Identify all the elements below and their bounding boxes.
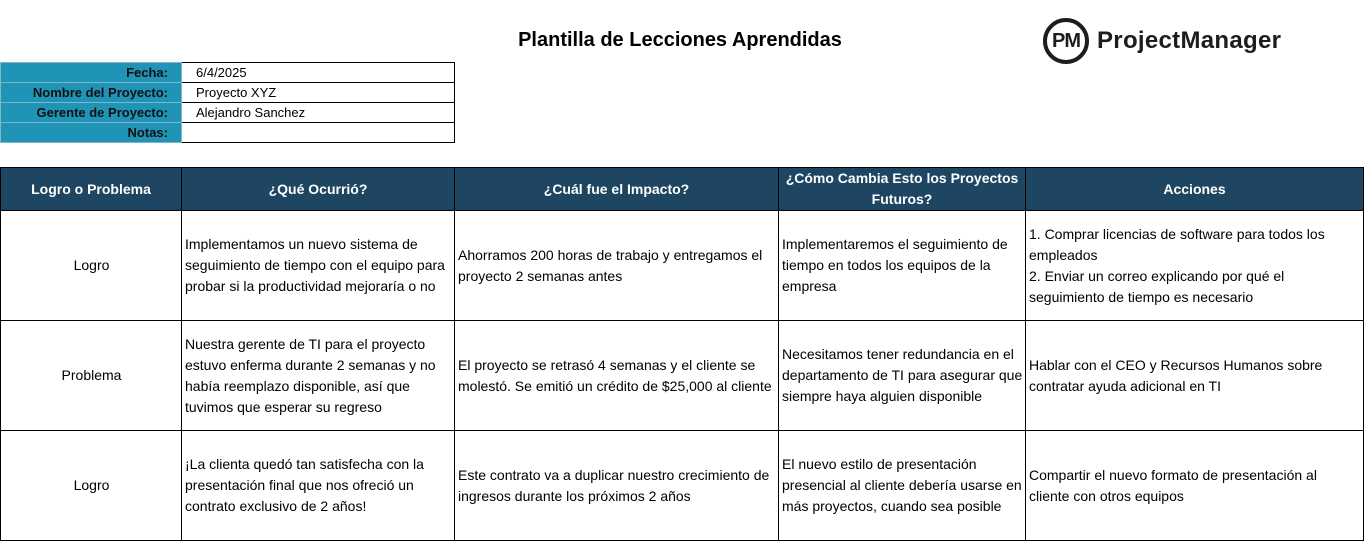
type-cell[interactable]: Logro <box>1 431 182 541</box>
project-name-label: Nombre del Proyecto: <box>1 83 182 103</box>
notes-cell[interactable] <box>182 123 455 143</box>
info-row-date <box>1 63 455 83</box>
page-title: Plantilla de Lecciones Aprendidas <box>518 29 842 51</box>
header-what-happened: ¿Qué Ocurrió? <box>182 168 455 211</box>
type-cell[interactable]: Problema <box>1 321 182 431</box>
logo-name: ProjectManager <box>1097 27 1282 54</box>
action-item: Hablar con el CEO y Recursos Humanos sobre contratar ayuda adicional en TI <box>1029 356 1323 394</box>
header-row <box>1 168 1364 211</box>
actions-cell[interactable] <box>1026 321 1364 431</box>
action-item: 1. Comprar licencias de software para todos los empleados <box>1029 225 1325 263</box>
projectmanager-logo <box>1043 14 1281 68</box>
project-name-cell[interactable]: Proyecto XYZ <box>182 83 455 103</box>
lessons-table <box>0 167 1364 541</box>
notes-label: Notas: <box>1 123 182 143</box>
table-row <box>1 321 1364 431</box>
action-item: Compartir el nuevo formato de presentación al cliente con otros equipos <box>1029 466 1317 504</box>
info-row-project <box>1 83 455 103</box>
project-manager-cell[interactable]: Alejandro Sanchez <box>182 103 455 123</box>
impact-cell[interactable]: El proyecto se retrasó 4 semanas y el cliente se molestó. Se emitió un crédito de $25,000 al cliente <box>455 321 779 431</box>
header-future-change: ¿Cómo Cambia Esto los Proyectos Futuros? <box>779 168 1026 211</box>
actions-cell[interactable] <box>1026 431 1364 541</box>
date-cell[interactable]: 6/4/2025 <box>182 63 455 83</box>
what-happened-cell[interactable]: Nuestra gerente de TI para el proyecto estuvo enferma durante 2 semanas y no había reemplazo disponible, así que tuvimos que esperar su regreso <box>182 321 455 431</box>
future-change-cell[interactable]: Necesitamos tener redundancia en el departamento de TI para asegurar que siempre haya alguien disponible <box>779 321 1026 431</box>
what-happened-cell[interactable]: Implementamos un nuevo sistema de seguimiento de tiempo con el equipo para probar si la productividad mejoraría o no <box>182 211 455 321</box>
date-label: Fecha: <box>1 63 182 83</box>
future-change-cell[interactable]: El nuevo estilo de presentación presencial al cliente debería usarse en más proyectos, cuando sea posible <box>779 431 1026 541</box>
pm-logo-icon: PM <box>1043 18 1089 64</box>
what-happened-cell[interactable]: ¡La clienta quedó tan satisfecha con la presentación final que nos ofreció un contrato exclusivo de 2 años! <box>182 431 455 541</box>
info-row-manager <box>1 103 455 123</box>
type-cell[interactable]: Logro <box>1 211 182 321</box>
header-actions: Acciones <box>1026 168 1364 211</box>
project-info-table <box>0 62 455 143</box>
impact-cell[interactable]: Ahorramos 200 horas de trabajo y entregamos el proyecto 2 semanas antes <box>455 211 779 321</box>
info-row-notes <box>1 123 455 143</box>
table-row <box>1 431 1364 541</box>
header-impact: ¿Cuál fue el Impacto? <box>455 168 779 211</box>
impact-cell[interactable]: Este contrato va a duplicar nuestro crecimiento de ingresos durante los próximos 2 años <box>455 431 779 541</box>
header-type: Logro o Problema <box>1 168 182 211</box>
project-manager-label: Gerente de Proyecto: <box>1 103 182 123</box>
actions-cell[interactable] <box>1026 211 1364 321</box>
table-row <box>1 211 1364 321</box>
action-item: 2. Enviar un correo explicando por qué el seguimiento de tiempo es necesario <box>1029 267 1285 305</box>
future-change-cell[interactable]: Implementaremos el seguimiento de tiempo en todos los equipos de la empresa <box>779 211 1026 321</box>
